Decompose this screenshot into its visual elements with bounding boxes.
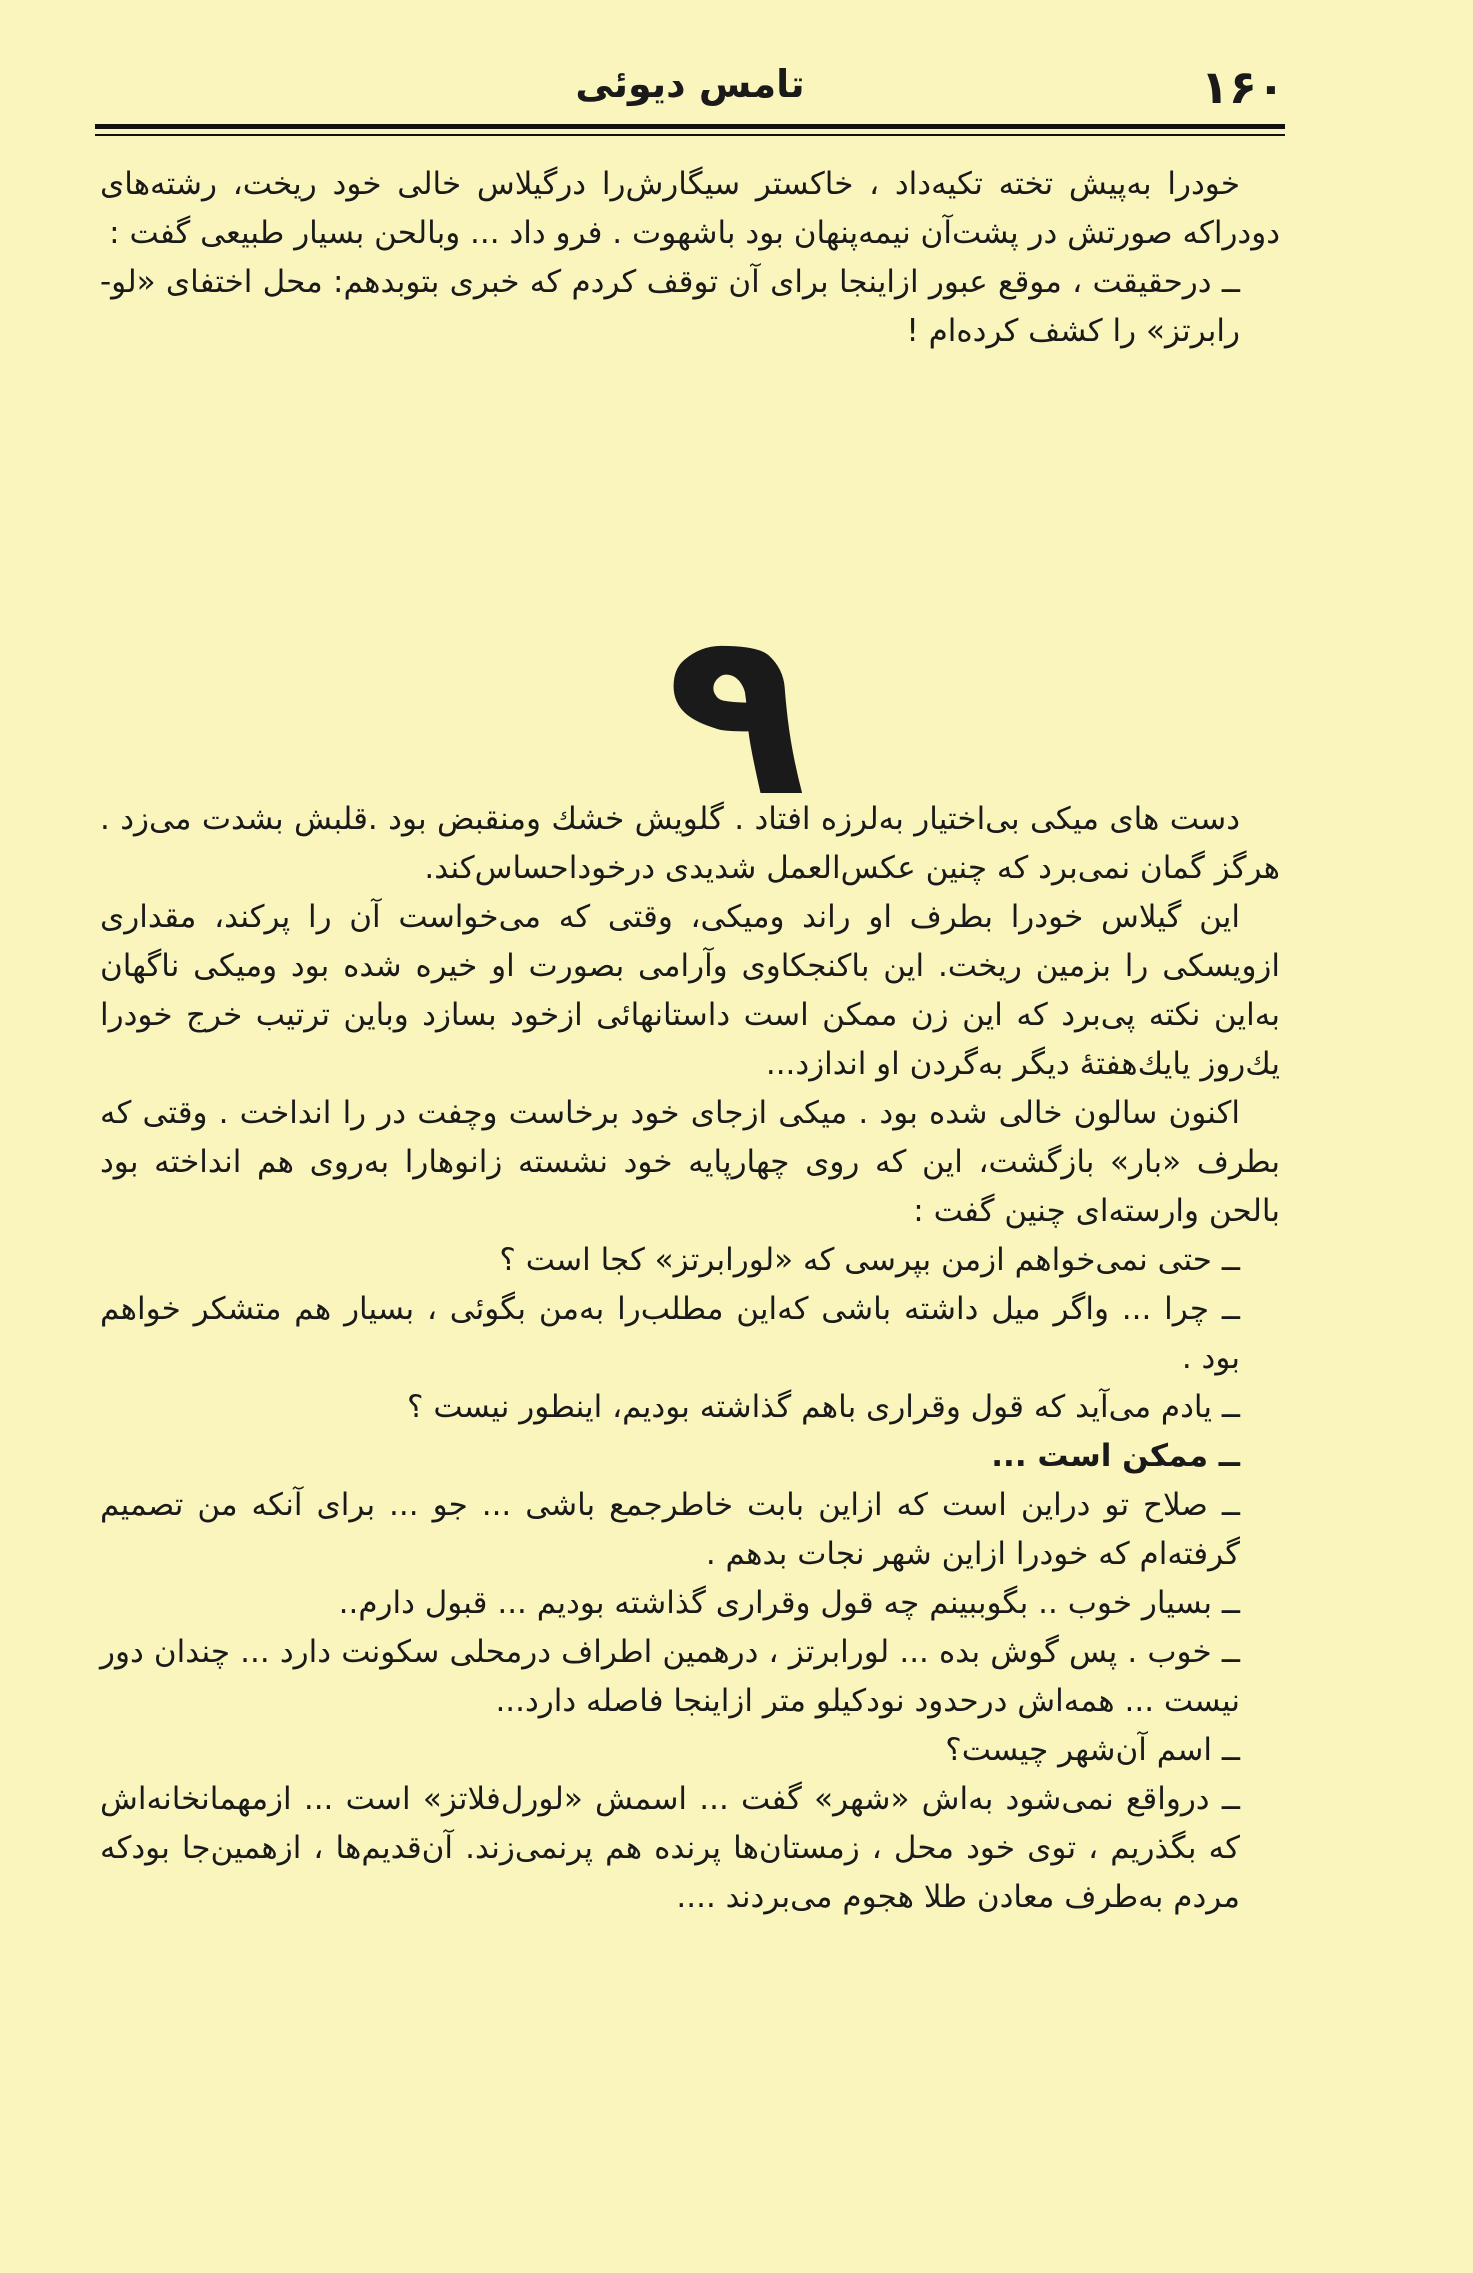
chapter-number: ۹ — [666, 581, 807, 848]
header-rule-thick — [95, 124, 1285, 129]
dialogue-line: ــ یادم می‌آید که قول وقراری باهم گذاشته بودیم، اینطور نیست ؟ — [407, 1389, 1240, 1425]
dialogue-line: ــ خوب . پس گوش بده ... لورابرتز ، درهمین اطراف درمحلی سکونت دارد ... چندان دور نیست ... همه‌اش درحدود نودکیلو متر ازاینجا فاصله دارد... — [100, 1634, 1240, 1719]
text-section-2 — [100, 795, 1280, 1922]
page-number: ۱۶۰ — [1200, 60, 1285, 114]
running-title: تامس دیوئی — [575, 62, 805, 106]
dialogue-line: ــ ممکن است ... — [991, 1438, 1240, 1474]
paragraph: دست های میکی بی‌اختیار به‌لرزه افتاد . گلویش خشك ومنقبض بود .قلبش بشدت می‌زد . هرگز گمان نمی‌برد که چنین عکس‌العمل شدیدی درخوداحساس‌کند. — [100, 801, 1280, 886]
dialogue-line: ــ صلاح تو دراین است که ازاین بابت خاطرجمع باشی ... جو ... برای آنکه من تصمیم گرفته‌ام که خودرا ازاین شهر نجات بدهم . — [100, 1487, 1240, 1572]
paragraph: خودرا به‌پیش تخته تکیه‌داد ، خاکستر سیگارش‌را درگیلاس خالی خود ریخت، رشته‌های دودراکه صورتش در پشت‌آن نیمه‌پنهان بود باشهوت . فرو داد ... وبالحن بسیار طبیعی گفت : — [100, 166, 1280, 251]
dialogue-line: ــ بسیار خوب .. بگوببینم چه قول وقراری گذاشته بودیم ... قبول دارم.. — [338, 1585, 1240, 1621]
paragraph: این گیلاس خودرا بطرف او راند ومیکی، وقتی که می‌خواست آن را پرکند، مقداری ازویسکی را بزمین ریخت. این باکنجکاوی وآرامی بصورت او خیره شده بود ومیکی ناگهان به‌این نکته پی‌برد که این زن ممکن است داستانهائی ازخود بسازد وباین ترتیب خرج خودرا یك‌روز یایك‌هفتهٔ دیگر به‌گردن او اندازد... — [100, 899, 1280, 1082]
dialogue-line: ــ اسم آن‌شهر چیست؟ — [945, 1732, 1240, 1768]
paragraph: اکنون سالون خالی شده بود . میکی ازجای خود برخاست وچفت در را انداخت . وقتی که بطرف «بار» بازگشت، این که روی چهارپایه خود نشسته زانوهارا به‌روی هم انداخته بود بالحن وارسته‌ای چنین گفت : — [100, 1095, 1280, 1229]
page-header — [95, 52, 1285, 112]
dialogue-line: ــ درواقع نمی‌شود به‌اش «شهر» گفت ... اسمش «لورل‌فلاتز» است ... ازمهمانخانه‌اش که بگذریم ، توی خود محل ، زمستان‌ها پرنده هم پرنمی‌زند. آن‌قدیم‌ها ، ازهمین‌جا بودکه مردم به‌طرف معادن طلا هجوم می‌بردند .... — [100, 1781, 1240, 1915]
text-section-1 — [100, 160, 1280, 356]
dialogue-line: ــ چرا ... واگر میل داشته باشی که‌این مطلب‌را به‌من بگوئی ، بسیار هم متشکر خواهم بود . — [100, 1291, 1240, 1376]
dialogue-line: ــ درحقیقت ، موقع عبور ازاینجا برای آن توقف کردم که خبری بتوبدهم: محل اختفای «لو-رابرتز» را کشف کرده‌ام ! — [100, 264, 1240, 349]
header-rule-thin — [95, 134, 1285, 136]
dialogue-line: ــ حتی نمی‌خواهم ازمن بپرسی که «لورابرتز» کجا است ؟ — [499, 1242, 1240, 1278]
